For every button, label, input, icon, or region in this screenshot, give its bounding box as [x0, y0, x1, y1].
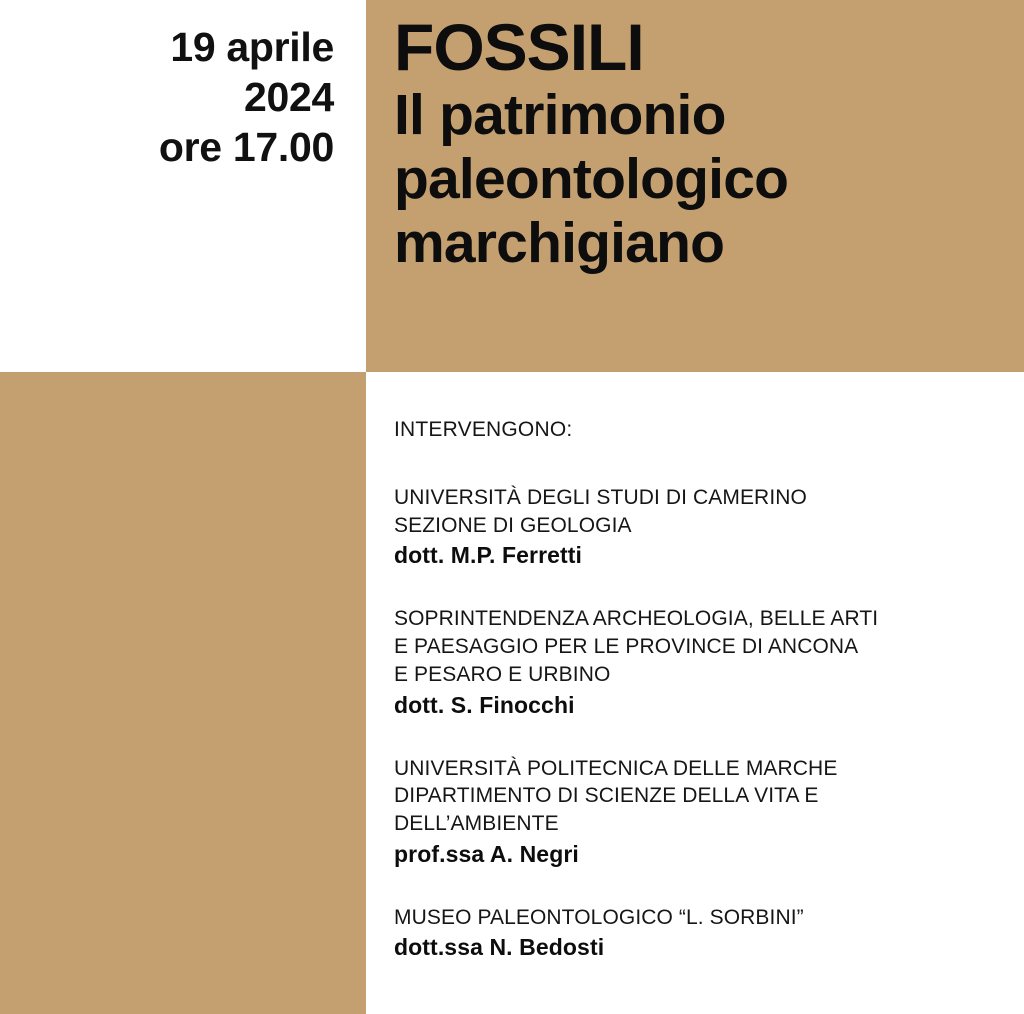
event-date: [34, 22, 334, 172]
title-wrapper: [394, 10, 1014, 275]
speaker-1-org-line-1: UNIVERSITÀ DEGLI STUDI DI CAMERINO: [394, 486, 807, 509]
date-panel: [0, 0, 366, 372]
speaker-entry-4: [394, 904, 994, 962]
date-line-year: 2024: [243, 74, 334, 121]
speaker-3-org-line-2: DIPARTIMENTO DI SCIENZE DELLA VITA E: [394, 784, 819, 808]
speaker-3-org-line-1: UNIVERSITÀ POLITECNICA DELLE MARCHE: [394, 756, 838, 780]
speaker-entry-1: [394, 484, 994, 569]
speaker-2-name: dott. S. Finocchi: [394, 691, 575, 718]
poster-top-band: [0, 0, 1024, 372]
speaker-1-org-line-2: SEZIONE DI GEOLOGIA: [394, 513, 632, 537]
page-title: FOSSILI: [394, 10, 644, 84]
speaker-4-name: dott.ssa N. Bedosti: [394, 934, 605, 961]
speaker-4-org-line-1: MUSEO PALEONTOLOGICO “L. SORBINI”: [394, 905, 804, 929]
poster-bottom-band: [0, 372, 1024, 1014]
speaker-entry-2: [394, 605, 994, 718]
subtitle-line-3: marchigiano: [394, 210, 725, 275]
date-line-time: ore 17.00: [158, 124, 334, 171]
speakers-heading: INTERVENGONO:: [394, 418, 573, 441]
subtitle-line-1: Il patrimonio: [394, 83, 726, 147]
speakers-section: [394, 418, 994, 961]
subtitle-line-2: paleontologico: [394, 146, 789, 211]
accent-panel: [0, 372, 366, 1014]
speaker-2-org-line-2: E PAESAGGIO PER LE PROVINCE DI ANCONA: [394, 635, 859, 659]
title-panel: [366, 0, 1024, 372]
speaker-2-org-line-3: E PESARO E URBINO: [394, 662, 611, 686]
page-subtitle: [394, 84, 1014, 275]
date-line-day: 19 aprile: [170, 24, 334, 70]
speaker-1-name: dott. M.P. Ferretti: [394, 542, 583, 569]
speaker-2-org-line-1: SOPRINTENDENZA ARCHEOLOGIA, BELLE ARTI: [394, 607, 879, 631]
speaker-entry-3: [394, 755, 994, 868]
speaker-3-name: prof.ssa A. Negri: [394, 840, 579, 867]
speaker-3-org-line-3: DELL’AMBIENTE: [394, 812, 559, 836]
